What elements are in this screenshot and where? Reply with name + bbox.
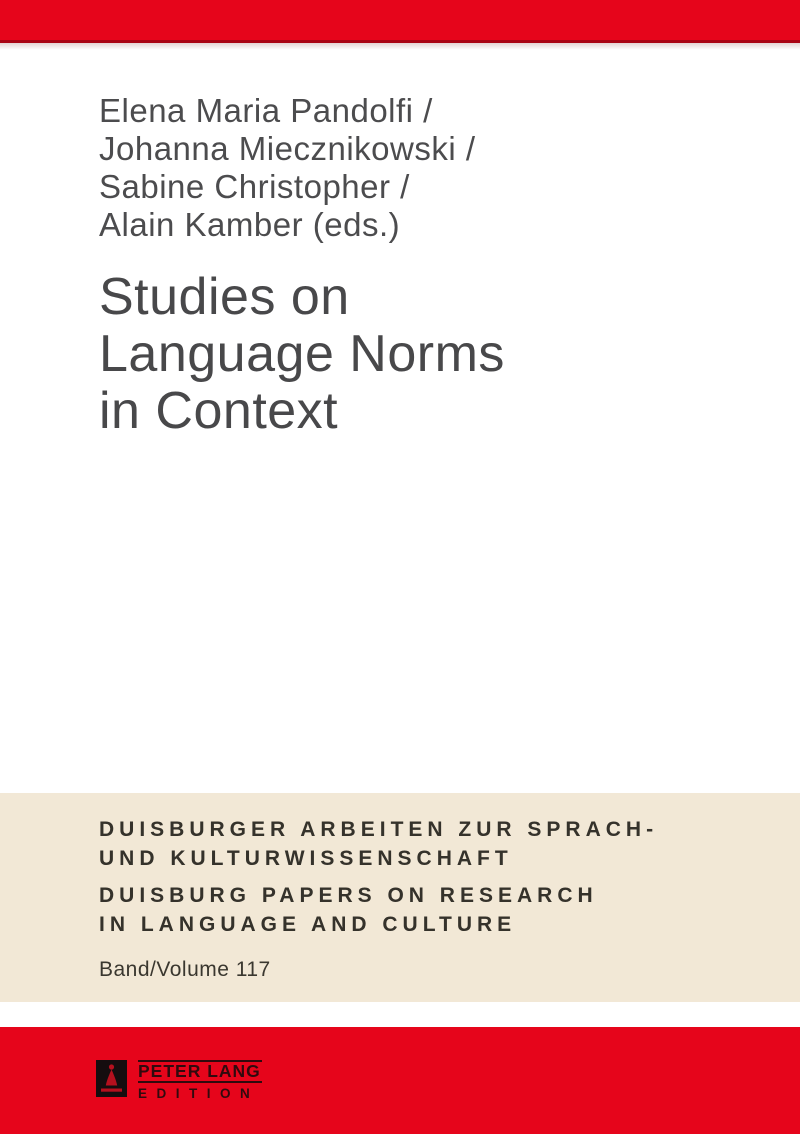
top-red-band <box>0 0 800 40</box>
series-german-line1: DUISBURGER ARBEITEN ZUR SPRACH- <box>99 818 659 841</box>
edition-label: EDITION <box>138 1086 260 1101</box>
title-line: Language Norms <box>99 325 505 383</box>
peter-lang-tower-icon <box>96 1060 127 1097</box>
authors-block <box>99 92 800 244</box>
author-line: Sabine Christopher / <box>99 168 410 205</box>
logo-bottom-rule <box>138 1081 262 1083</box>
publisher-logo <box>96 1060 262 1101</box>
author-line: Alain Kamber (eds.) <box>99 206 401 243</box>
bottom-red-band <box>0 1027 800 1134</box>
publisher-text-block <box>138 1060 262 1101</box>
series-english-line2: IN LANGUAGE AND CULTURE <box>99 913 517 936</box>
volume-number: Band/Volume 117 <box>99 958 271 981</box>
series-title-german <box>99 815 800 873</box>
top-band-shadow-fade <box>0 43 800 50</box>
series-german-line2: UND KULTURWISSENSCHAFT <box>99 847 513 870</box>
title-line: Studies on <box>99 268 350 326</box>
book-title <box>99 269 800 440</box>
series-title-english <box>99 881 800 939</box>
author-line: Johanna Miecznikowski / <box>99 130 476 167</box>
main-white-section <box>0 50 800 793</box>
series-band <box>0 793 800 1002</box>
series-english-line1: DUISBURG PAPERS ON RESEARCH <box>99 884 598 907</box>
author-line: Elena Maria Pandolfi / <box>99 92 433 129</box>
publisher-name: PETER LANG <box>138 1061 261 1081</box>
title-line: in Context <box>99 382 339 440</box>
bottom-white-strip <box>0 1002 800 1027</box>
